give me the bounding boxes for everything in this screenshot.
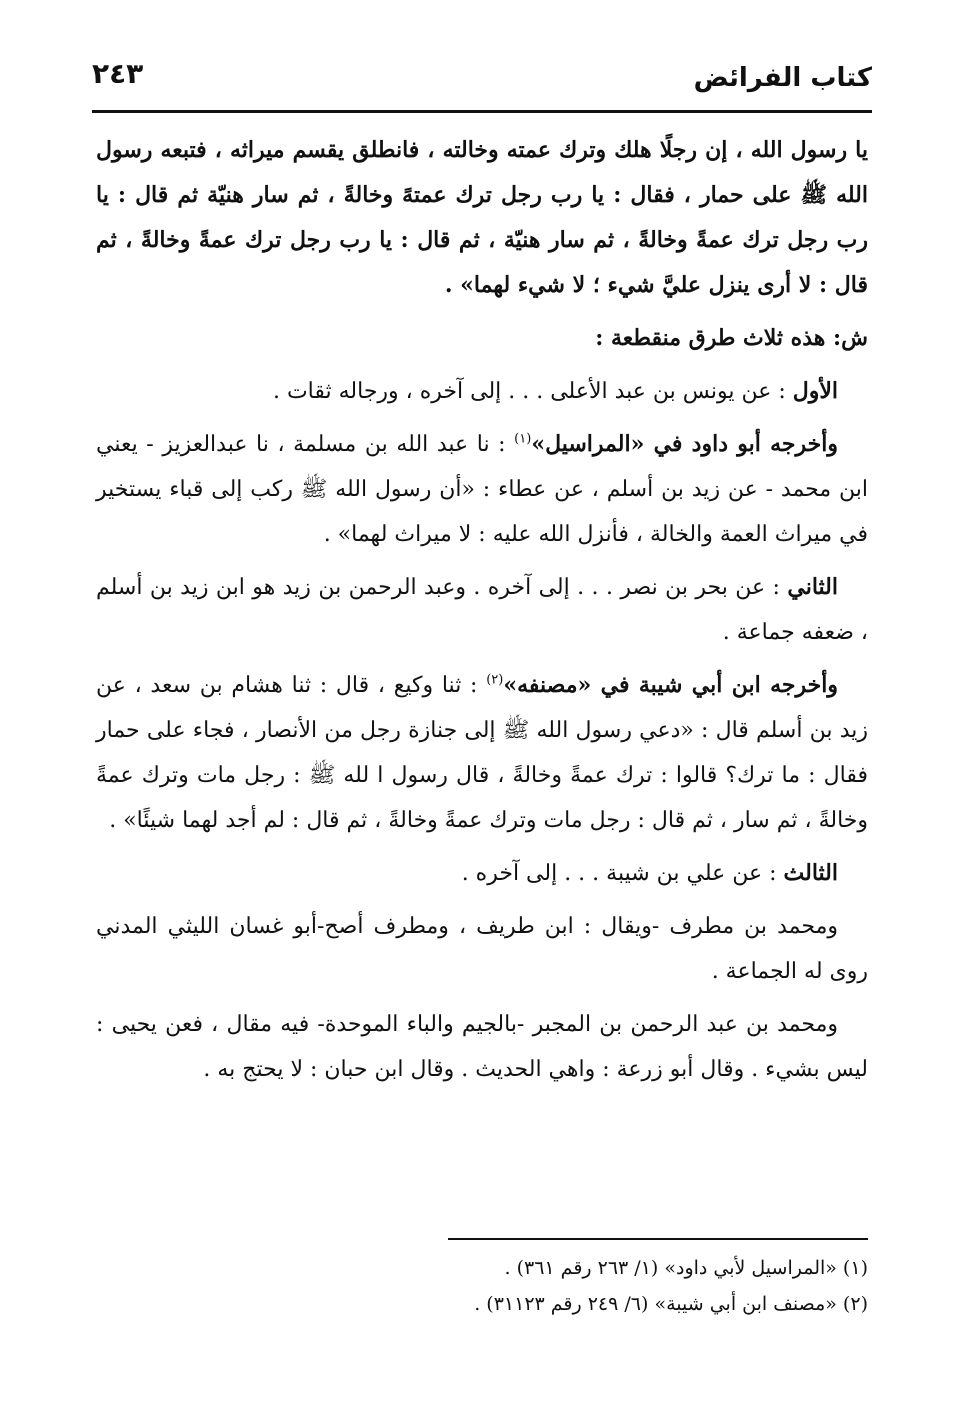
- paragraph-3-text: : عن يونس بن عبد الأعلى . . . إلى آخره ، ورجاله ثقات .: [272, 379, 793, 404]
- paragraph-5-text: : عن بحر بن نصر . . . إلى آخره . وعبد الرحمن بن زيد هو ابن زيد بن أسلم ، ضعفه جماعة .: [96, 575, 868, 645]
- paragraph-4-lead: وأخرجه أبو داود في «المراسيل»: [531, 431, 838, 457]
- footnote-ref-1[interactable]: (١): [514, 431, 532, 447]
- footnote-2: (٢) «مصنف ابن أبي شيبة» (٦/ ٢٤٩ رقم ٣١١٢٣) .: [474, 1293, 868, 1315]
- paragraph-5: [96, 565, 868, 655]
- paragraph-5-lead: الثاني: [787, 574, 838, 600]
- page-header: [92, 54, 872, 106]
- paragraph-6: [96, 663, 868, 843]
- paragraph-4-text: : نا عبد الله بن مسلمة ، نا عبدالعزيز - يعني ابن محمد - عن زيد بن أسلم ، عن عطاء : «أن رسول الله ﷺ ركب إلى قباء يستخير في ميراث العمة والخالة ، فأنزل الله عليه : لا ميراث لهما» .: [96, 432, 868, 547]
- paragraph-3-lead: الأول: [792, 378, 838, 404]
- paragraph-4: [96, 422, 868, 557]
- paragraph-7-lead: الثالث: [783, 860, 838, 886]
- footnote-1: (١) «المراسيل لأبي داود» (١/ ٢٦٣ رقم ٣٦١) .: [504, 1257, 868, 1279]
- paragraph-7: [96, 851, 868, 896]
- paragraph-9: [96, 1002, 868, 1092]
- main-text: [96, 128, 868, 1100]
- paragraph-2: [96, 316, 868, 361]
- commentary-heading: ش: هذه ثلاث طرق منقطعة :: [595, 325, 868, 351]
- paragraph-8: [96, 904, 868, 994]
- paragraph-1: [96, 128, 868, 308]
- paragraph-3: [96, 369, 868, 414]
- footnotes: [96, 1250, 868, 1322]
- paragraph-6-lead: وأخرجه ابن أبي شيبة في «مصنفه»: [503, 672, 838, 698]
- paragraph-7-text: : عن علي بن شيبة . . . إلى آخره .: [461, 861, 784, 886]
- paragraph-8-text: ومحمد بن مطرف -ويقال : ابن طريف ، ومطرف أصح-أبو غسان الليثي المدني روى له الجماعة .: [96, 914, 868, 984]
- footnote-ref-2[interactable]: (٢): [486, 672, 504, 688]
- paragraph-9-text: ومحمد بن عبد الرحمن بن المجبر -بالجيم والباء الموحدة- فيه مقال ، فعن يحيى : ليس بشيء . وقال أبو زرعة : واهي الحديث . وقال ابن حبان : لا يحتج به .: [96, 1012, 868, 1082]
- paragraph-6-text: : ثنا وكيع ، قال : ثنا هشام بن سعد ، عن زيد بن أسلم قال : «دعي رسول الله ﷺ إلى جنازة رجل من الأنصار ، فجاء على حمار فقال : ما ترك؟ قالوا : ترك عمةً وخالةً ، قال رسول ا لله ﷺ : رجل مات وترك عمةً وخالةً ، ثم سار ، ثم قال : رجل مات وترك عمةً وخالةً ، ثم قال : لم أجد لهما شيئًا» .: [96, 673, 868, 833]
- footnote-divider: [448, 1238, 868, 1240]
- header-divider: [92, 110, 872, 113]
- page-number: ٢٤٣: [92, 57, 144, 90]
- book-title: كتاب الفرائض: [693, 63, 872, 93]
- paragraph-1-text: يا رسول الله ، إن رجلًا هلك وترك عمته وخالته ، فانطلق يقسم ميراثه ، فتبعه رسول الله ﷺ على حمار ، فقال : يا رب رجل ترك عمتهً وخالةً ، ثم سار هنيّة ثم قال : يا رب رجل ترك عمةً وخالةً ، ثم سار هنيّة ، ثم قال : يا رب رجل ترك عمةً وخالةً ، ثم قال : لا أرى ينزل عليَّ شيء ؛ لا شيء لهما» .: [96, 137, 868, 298]
